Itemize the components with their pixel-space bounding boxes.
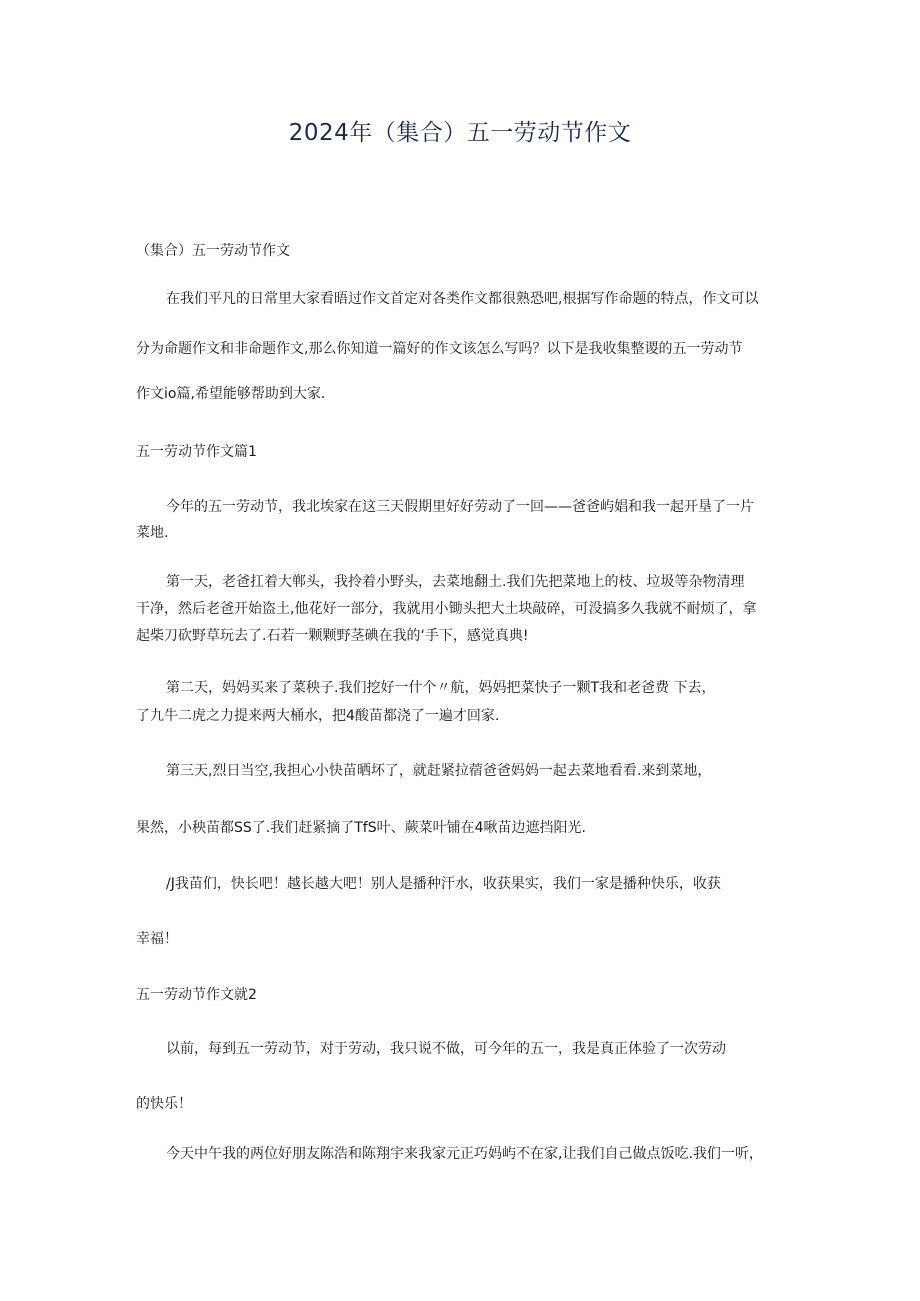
intro-line: 作文io篇,希望能够帮助到大家. (136, 386, 326, 402)
section-heading-1: 五一劳动节作文篇1 (136, 444, 257, 460)
paragraph-line: 第三天,烈日当空,我担心小快苗晒坏了，就赶紧拉蓿爸爸妈妈一起去菜地看看.来到菜地， (166, 763, 712, 779)
paragraph-line: 第二天，妈妈买来了菜秧子.我们挖好一什个〃航，妈妈把菜快子一颗T我和老爸费 下去， (166, 680, 716, 696)
subtitle: （集合）五一劳动节作文 (136, 243, 290, 259)
paragraph-line: 今年的五一劳动节，我北埃家在这三天假期里好好劳动了一回——爸爸屿娼和我一起开垦了一片 (166, 499, 754, 515)
paragraph-line: 幸福！ (136, 931, 178, 947)
document-title: 2024年（集合）五一劳动节作文 (288, 120, 632, 146)
section-heading-2: 五一劳动节作文就2 (136, 987, 257, 1003)
paragraph-line: 第一天，老爸扛着大郸头，我拎着小野头，去菜地翻土.我们先把菜地上的枝、垃圾等杂物清理 (166, 574, 745, 590)
paragraph-line: 干净，然后老爸开始盗土,他花好一部分，我就用小锄头把大土块敲碎，可没搞多久我就不耐烦了，拿 (136, 601, 757, 617)
paragraph-line: 的快乐！ (136, 1096, 192, 1112)
paragraph-line: 今天中午我的两位好朋友陈浩和陈翔宇来我家元正巧妈屿不在家,让我们自己做点饭吃.我们一听， (166, 1146, 763, 1162)
paragraph-line: /J我苗们，快长吧！越长越大吧！别人是播种汗水，收获果实，我们一家是播种快乐，收获 (166, 876, 721, 892)
paragraph-line: 了九牛二虎之力提来两大桶水，把4酸苗都浇了一遍才回家. (136, 708, 500, 724)
paragraph-line: 以前，每到五一劳动节，对于劳动，我只说不做，可今年的五一，我是真正体验了一次劳动 (166, 1041, 726, 1057)
intro-line: 分为命题作文和非命题作文,那么你知道一篇好的作文该怎么写吗？以下是我收集整谡的五一劳动节 (136, 341, 743, 357)
paragraph-line: 菜地. (136, 525, 169, 541)
paragraph-line: 果然，小秧苗都SS了.我们赶紧摘了TfS叶、蕨菜叶铺在4啾苗边遮挡阳光. (136, 820, 586, 836)
paragraph-line: 起柴刀砍野草玩去了.石若一颗颗野茎碘在我的‘手下，感觉真典! (136, 628, 529, 644)
intro-line: 在我们平凡的日常里大家看晤过作文首定对各类作文都很熟恐吧,根据写作命题的特点，作文可以 (166, 291, 759, 307)
